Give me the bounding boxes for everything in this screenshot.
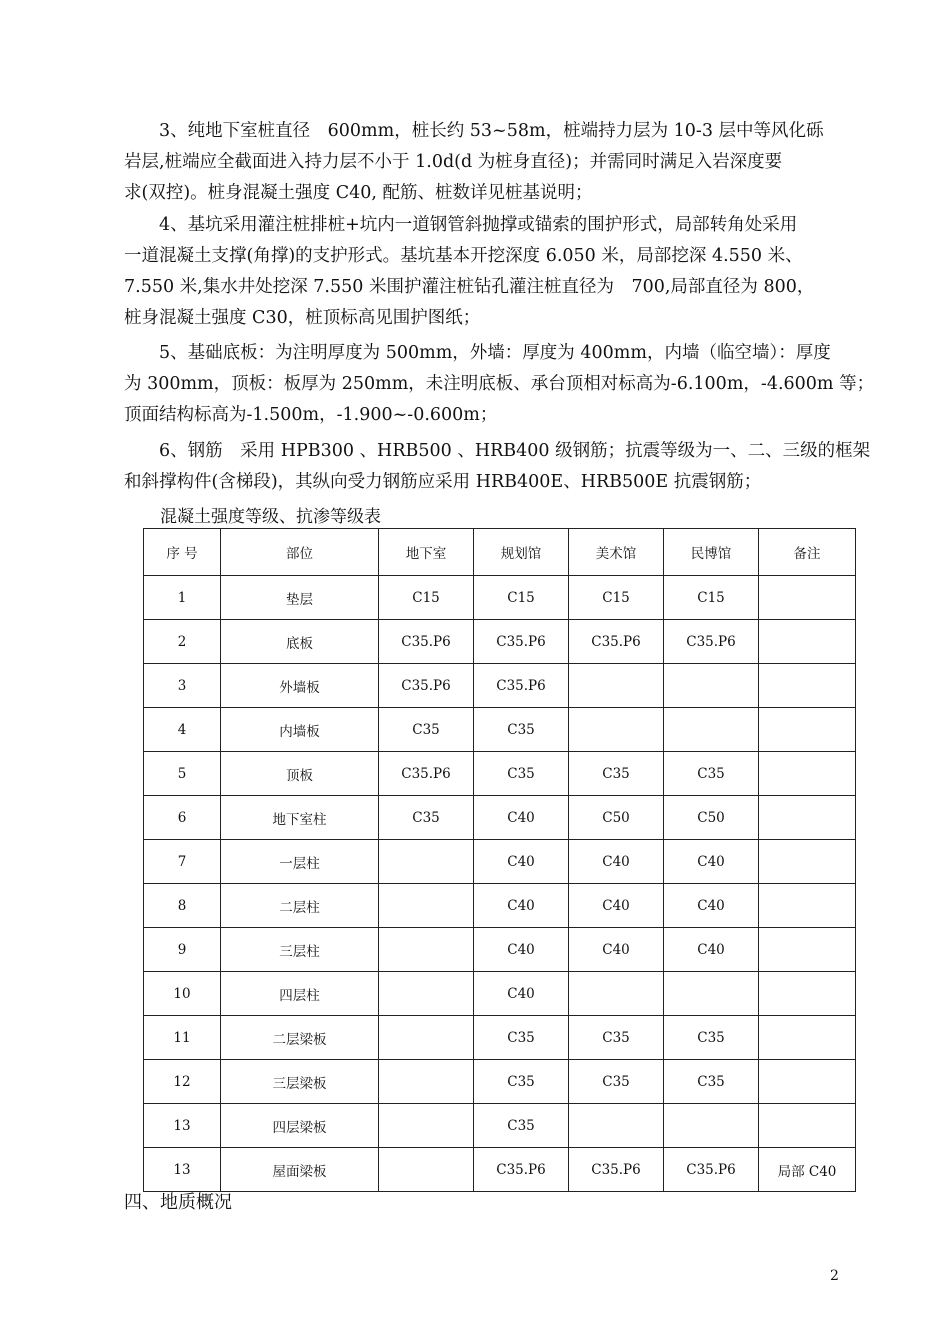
table-cell	[664, 708, 759, 752]
header-cell: 民博馆	[664, 529, 759, 576]
table-cell	[759, 796, 856, 840]
text-line: 桩身混凝土强度 C30，桩顶标高见围护图纸；	[124, 308, 481, 328]
table-row	[144, 796, 856, 840]
header-cell: 备注	[759, 529, 856, 576]
text-line: 3、纯地下室桩直径 600mm，桩长约 53~58m，桩端持力层为 10-3 层中等风化砾	[159, 121, 824, 141]
table-cell: C40	[664, 928, 759, 972]
table-cell: C40	[474, 796, 569, 840]
text-line: 6、钢筋 采用 HPB300 、HRB500 、HRB400 级钢筋；抗震等级为一、二、三级的框架	[159, 441, 871, 461]
table-cell	[759, 1104, 856, 1148]
table-cell: C15	[569, 576, 664, 620]
table-cell	[379, 1104, 474, 1148]
table-cell	[569, 664, 664, 708]
table-row	[144, 620, 856, 664]
table-cell	[759, 928, 856, 972]
table-cell	[759, 620, 856, 664]
table-cell: C35.P6	[474, 664, 569, 708]
table-row	[144, 752, 856, 796]
table-cell: 13	[144, 1104, 221, 1148]
table-row	[144, 1104, 856, 1148]
table-cell: C35.P6	[474, 1148, 569, 1192]
table-cell: C35	[474, 1016, 569, 1060]
table-cell: C35.P6	[569, 620, 664, 664]
table-cell: C35.P6	[379, 664, 474, 708]
table-cell	[759, 840, 856, 884]
table-cell: C35.P6	[664, 1148, 759, 1192]
table-cell: C50	[664, 796, 759, 840]
table-cell: C35	[474, 1060, 569, 1104]
text-line: 一道混凝土支撑(角撑)的支护形式。基坑基本开挖深度 6.050 米，局部挖深 4.550 米、	[124, 246, 803, 266]
table-cell: 底板	[221, 620, 379, 664]
table-row	[144, 1060, 856, 1104]
table-cell: 二层柱	[221, 884, 379, 928]
table-row	[144, 576, 856, 620]
table-cell	[569, 972, 664, 1016]
table-cell: 局部 C40	[759, 1148, 856, 1192]
section-heading: 四、地质概况	[124, 1192, 232, 1213]
table-row	[144, 664, 856, 708]
table-cell: 4	[144, 708, 221, 752]
table-cell	[379, 972, 474, 1016]
table-row	[144, 708, 856, 752]
paragraph-4-excavation	[124, 210, 854, 334]
table-cell	[759, 664, 856, 708]
table-cell: 顶板	[221, 752, 379, 796]
table-cell	[664, 972, 759, 1016]
table-row	[144, 972, 856, 1016]
table-cell: 11	[144, 1016, 221, 1060]
text-line: 和斜撑构件(含梯段)，其纵向受力钢筋应采用 HRB400E、HRB500E 抗震钢筋；	[124, 472, 762, 492]
table-cell: 1	[144, 576, 221, 620]
table-cell: C35.P6	[379, 752, 474, 796]
table-cell: 2	[144, 620, 221, 664]
table-cell	[379, 1060, 474, 1104]
table-cell: C35	[664, 1016, 759, 1060]
table-cell: C35	[664, 752, 759, 796]
paragraph-3-pile-spec	[124, 116, 854, 209]
table-cell: C40	[474, 884, 569, 928]
table-row	[144, 1148, 856, 1192]
table-cell: C35.P6	[664, 620, 759, 664]
table-cell: 屋面梁板	[221, 1148, 379, 1192]
header-cell: 序 号	[144, 529, 221, 576]
table-cell: 7	[144, 840, 221, 884]
table-caption: 混凝土强度等级、抗渗等级表	[160, 507, 381, 527]
table-cell: 3	[144, 664, 221, 708]
table-cell	[759, 884, 856, 928]
table-cell	[569, 1104, 664, 1148]
table-cell: 12	[144, 1060, 221, 1104]
table-cell	[379, 1016, 474, 1060]
table-cell: C35	[379, 708, 474, 752]
paragraph-5-foundation	[124, 338, 875, 431]
table-cell	[379, 840, 474, 884]
table-cell: 5	[144, 752, 221, 796]
table-cell	[569, 708, 664, 752]
table-cell: C35	[379, 796, 474, 840]
table-cell	[759, 708, 856, 752]
text-line: 求(双控)。桩身混凝土强度 C40, 配筋、桩数详见桩基说明；	[124, 183, 593, 203]
table-cell: C40	[474, 928, 569, 972]
table-cell: C35	[569, 1060, 664, 1104]
text-line: 为 300mm，顶板：板厚为 250mm，未注明底板、承台顶相对标高为-6.100m，-4.600m 等；	[124, 374, 875, 394]
table-cell: C35.P6	[379, 620, 474, 664]
table-cell: 一层柱	[221, 840, 379, 884]
table-cell: 二层梁板	[221, 1016, 379, 1060]
table-cell: C35	[474, 708, 569, 752]
table-cell: C15	[474, 576, 569, 620]
table-cell: C35.P6	[569, 1148, 664, 1192]
table-cell: C40	[474, 972, 569, 1016]
table-cell: 四层梁板	[221, 1104, 379, 1148]
table-cell: C35	[664, 1060, 759, 1104]
table-cell: 10	[144, 972, 221, 1016]
table-cell: 外墙板	[221, 664, 379, 708]
table-cell	[664, 664, 759, 708]
table-cell: 地下室柱	[221, 796, 379, 840]
table-row	[144, 840, 856, 884]
paragraph-6-rebar	[124, 436, 871, 498]
table-row	[144, 928, 856, 972]
page-number: 2	[830, 1268, 839, 1284]
table-cell: 三层梁板	[221, 1060, 379, 1104]
table-cell: C15	[664, 576, 759, 620]
table-cell: 9	[144, 928, 221, 972]
text-line: 顶面结构标高为-1.500m，-1.900~-0.600m；	[124, 405, 498, 425]
header-cell: 规划馆	[474, 529, 569, 576]
table-cell: C50	[569, 796, 664, 840]
table-cell: C15	[379, 576, 474, 620]
table-cell: 三层柱	[221, 928, 379, 972]
concrete-grade-table	[143, 528, 856, 1192]
table-cell: 垫层	[221, 576, 379, 620]
table-cell	[379, 884, 474, 928]
table-cell: C40	[664, 884, 759, 928]
table-cell: C40	[664, 840, 759, 884]
table-cell: C40	[474, 840, 569, 884]
table-cell	[759, 972, 856, 1016]
table-cell: C40	[569, 884, 664, 928]
table-cell: C35.P6	[474, 620, 569, 664]
table-cell	[759, 1016, 856, 1060]
table-cell: 6	[144, 796, 221, 840]
text-line: 5、基础底板：为注明厚度为 500mm，外墙：厚度为 400mm，内墙（临空墙）：厚度	[159, 343, 831, 363]
table-cell: 13	[144, 1148, 221, 1192]
table-header-row	[144, 529, 856, 576]
table-cell: C40	[569, 840, 664, 884]
table-cell	[379, 1148, 474, 1192]
text-line: 7.550 米,集水井处挖深 7.550 米围护灌注桩钻孔灌注桩直径为 700,局部直径为 800，	[124, 277, 815, 297]
table-row	[144, 884, 856, 928]
table-cell	[759, 752, 856, 796]
header-cell: 地下室	[379, 529, 474, 576]
table-cell	[759, 1060, 856, 1104]
text-line: 岩层,桩端应全截面进入持力层不小于 1.0d(d 为桩身直径)；并需同时满足入岩深度要	[124, 152, 783, 172]
table-cell: C35	[569, 1016, 664, 1060]
header-cell: 美术馆	[569, 529, 664, 576]
table-cell: C40	[569, 928, 664, 972]
header-cell: 部位	[221, 529, 379, 576]
table-cell	[759, 576, 856, 620]
table-cell: 内墙板	[221, 708, 379, 752]
table-cell: C35	[474, 1104, 569, 1148]
table-body	[144, 576, 856, 1192]
table-cell: C35	[474, 752, 569, 796]
table-cell: 四层柱	[221, 972, 379, 1016]
table-row	[144, 1016, 856, 1060]
table-cell: C35	[569, 752, 664, 796]
table-cell: 8	[144, 884, 221, 928]
table-cell	[664, 1104, 759, 1148]
text-line: 4、基坑采用灌注桩排桩+坑内一道钢管斜抛撑或锚索的围护形式，局部转角处采用	[159, 215, 798, 235]
table-cell	[379, 928, 474, 972]
